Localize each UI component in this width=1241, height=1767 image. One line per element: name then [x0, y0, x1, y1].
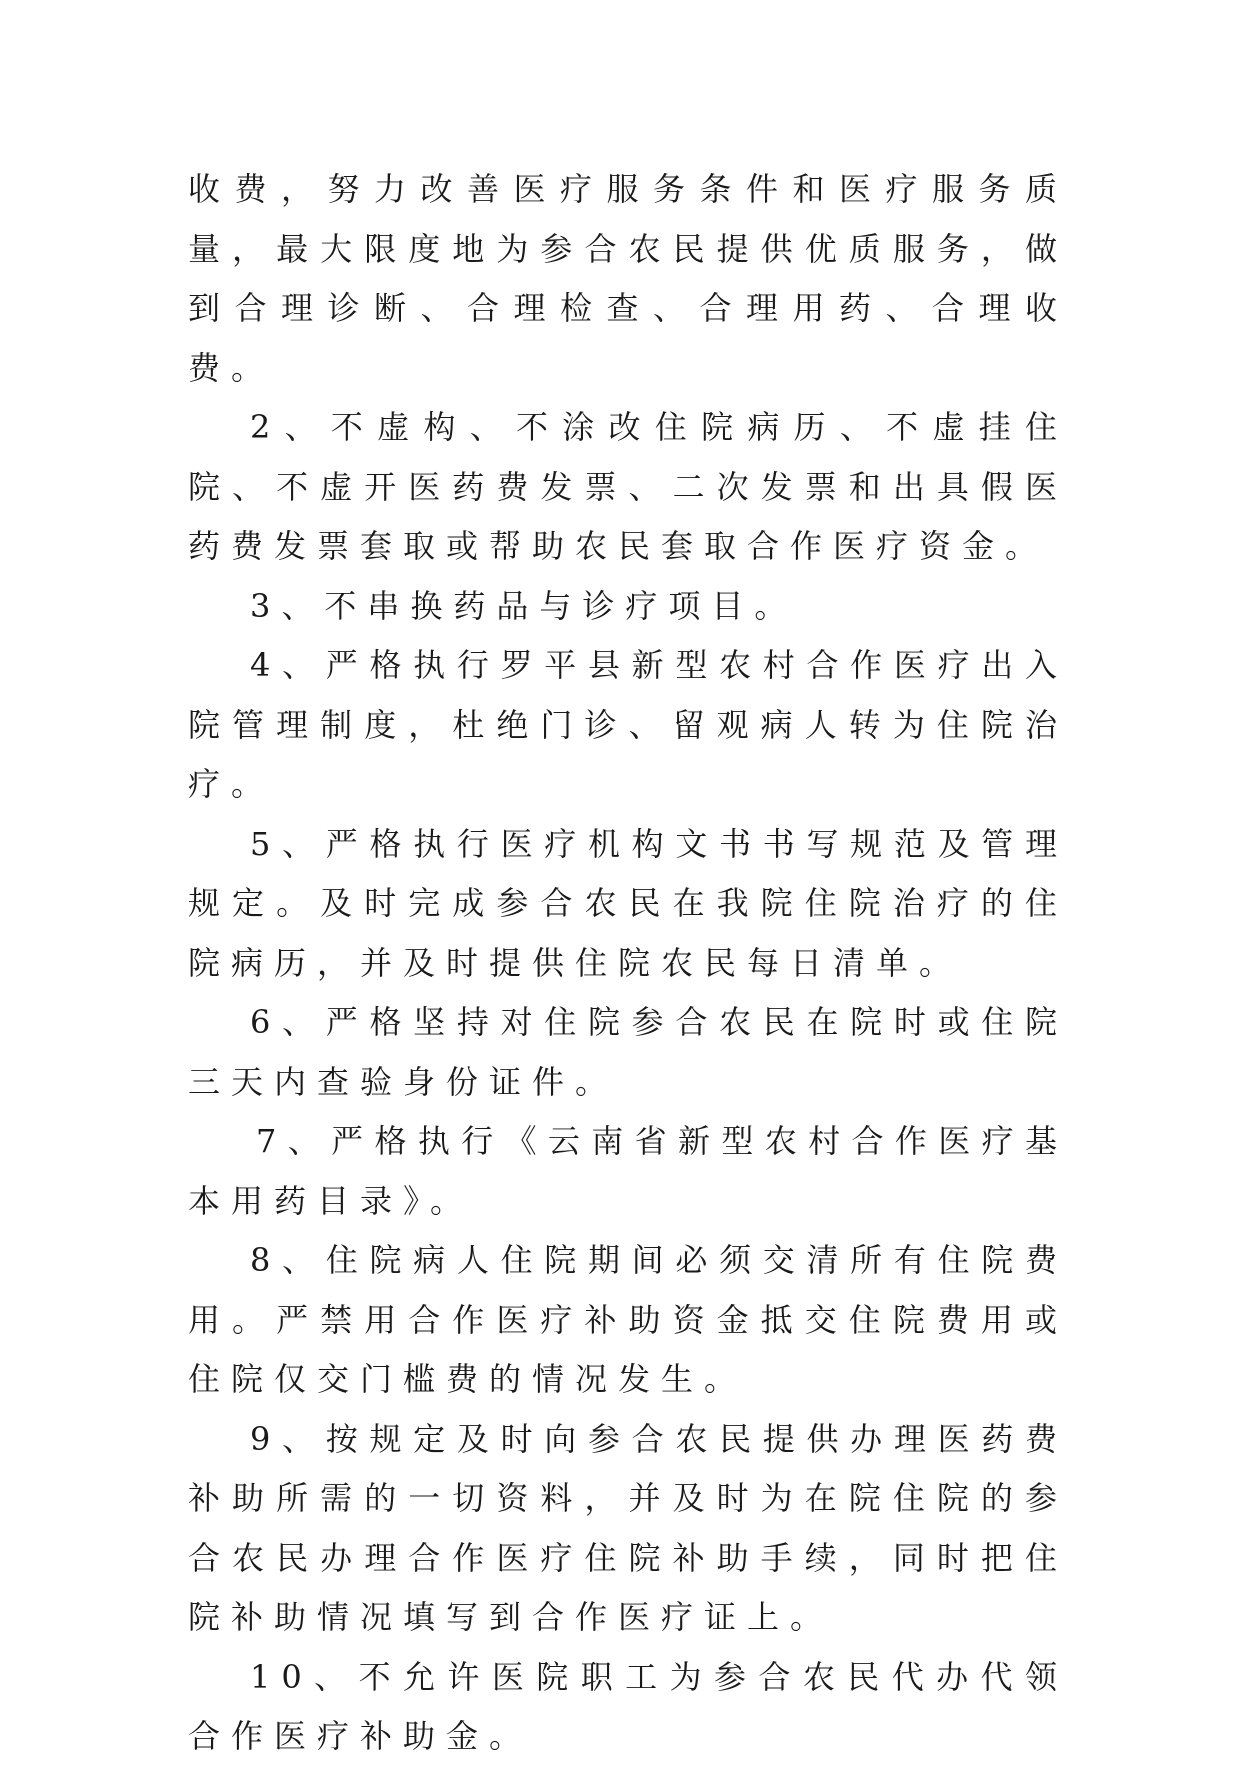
document-body — [188, 160, 1068, 1767]
paragraph-item-4: 4、严格执行罗平县新型农村合作医疗出入院管理制度，杜绝门诊、留观病人转为住院治疗。 — [188, 646, 1068, 803]
paragraph-item-5: 5、严格执行医疗机构文书书写规范及管理规定。及时完成参合农民在我院住院治疗的住院病历，并及时提供住院农民每日清单。 — [188, 824, 1068, 982]
paragraph-item-7: 7、严格执行《云南省新型农村合作医疗基本用药目录》。 — [188, 1122, 1068, 1220]
paragraph-item-3: 3、不串换药品与诊疗项目。 — [250, 586, 798, 625]
paragraph-item-8: 8、住院病人住院期间必须交清所有住院费用。严禁用合作医疗补助资金抵交住院费用或住院仅交门槛费的情况发生。 — [188, 1241, 1068, 1398]
paragraph-continuation: 收费，努力改善医疗服务条件和医疗服务质量，最大限度地为参合农民提供优质服务，做到合理诊断、合理检查、合理用药、合理收费。 — [188, 170, 1068, 387]
paragraph-item-2: 2、不虚构、不涂改住院病历、不虚挂住院、不虚开医药费发票、二次发票和出具假医药费发票套取或帮助农民套取合作医疗资金。 — [188, 408, 1068, 565]
paragraph-item-9: 9、按规定及时向参合农民提供办理医药费补助所需的一切资料，并及时为在院住院的参合农民办理合作医疗住院补助手续，同时把住院补助情况填写到合作医疗证上。 — [188, 1419, 1068, 1636]
paragraph-item-10: 10、不允许医院职工为参合农民代办代领合作医疗补助金。 — [188, 1657, 1068, 1755]
paragraph-item-6: 6、严格坚持对住院参合农民在院时或住院三天内查验身份证件。 — [188, 1003, 1068, 1101]
